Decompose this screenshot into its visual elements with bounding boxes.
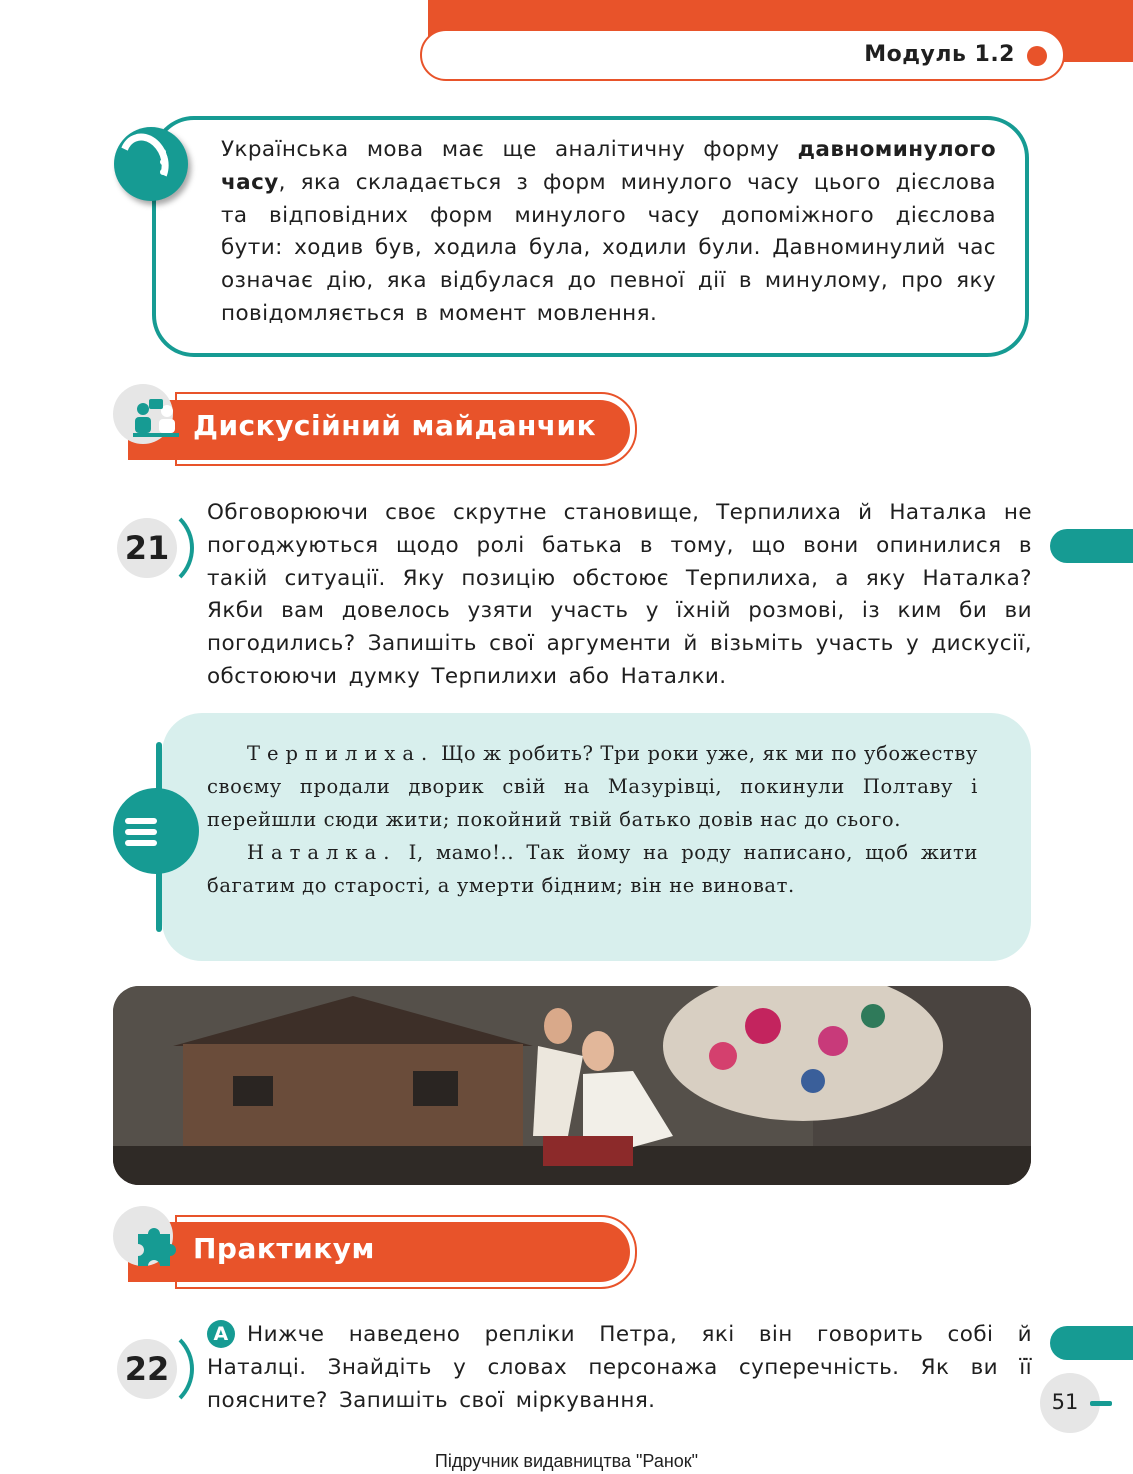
dancers-photo — [113, 986, 1031, 1185]
page-number: 51 — [1051, 1390, 1079, 1414]
task-22-text: А Нижче наведено репліки Петра, які він говорить собі й Наталці. Знайдіть у словах персонажа суперечність. Як ви її поясните? Запишіть свої міркування. — [207, 1322, 1032, 1413]
quote-line-2: Наталка. І, мамо!.. Так йому на роду написано, щоб жити багатим до старості, а умерти бідним; він не виноват. — [207, 841, 978, 897]
module-dot — [1027, 46, 1047, 66]
task-22-number: 22 — [124, 1350, 170, 1388]
quote-text — [207, 737, 978, 902]
level-a-badge: А — [207, 1320, 235, 1348]
module-label: Модуль 1.2 — [864, 42, 1015, 67]
practice-title: Практикум — [193, 1232, 375, 1265]
info-term: давноминулого часу — [221, 137, 996, 195]
discussion-title: Дискусійний майданчик — [193, 409, 597, 442]
question-bubble-icon — [114, 127, 188, 201]
info-text: Українська мова має ще аналітичну форму давноминулого часу, яка складається з форм минулого часу цього дієслова та відповідних форм минулого часу допоміжного дієслова бути: ходив був, ходила була, ходили були. Давноминулий час означає дію, яка відбулася до певної дії в минулому, про яку повідомляється в момент мовлення. — [221, 137, 996, 326]
task-21-number: 21 — [124, 529, 170, 567]
page-number-dash — [1090, 1401, 1112, 1406]
speaker-terpylykha: Терпилиха. — [247, 742, 435, 765]
publisher-footer: Підручник видавництва "Ранок" — [434, 1451, 699, 1471]
discussion-people-icon — [131, 397, 181, 441]
puzzle-icon — [128, 1222, 180, 1272]
side-tab-1 — [1050, 529, 1133, 563]
quote-line-1: Терпилиха. Що ж робить? Три роки уже, як ми по убожеству своєму продали дворик свій на Мазурівці, покинули Полтаву і перейшли сюди жити; покойний твій батько довів нас до сього. — [207, 742, 978, 831]
side-tab-2 — [1050, 1326, 1133, 1360]
text-lines-icon — [113, 788, 199, 874]
task-21-text: Обговорюючи своє скрутне становище, Терпилиха й Наталка не погоджуються щодо ролі батька в тому, що вони опинилися в такій ситуації. Яку позицію обстоює Терпилиха, а яку Наталка? Якби вам довелось узяти участь у їхній розмові, із ким би ви погодились? Запишіть свої аргументи й візьміть участь у дискусії, обстоюючи думку Терпилихи або Наталки. — [207, 500, 1032, 689]
speaker-natalka: Наталка. — [247, 841, 397, 864]
